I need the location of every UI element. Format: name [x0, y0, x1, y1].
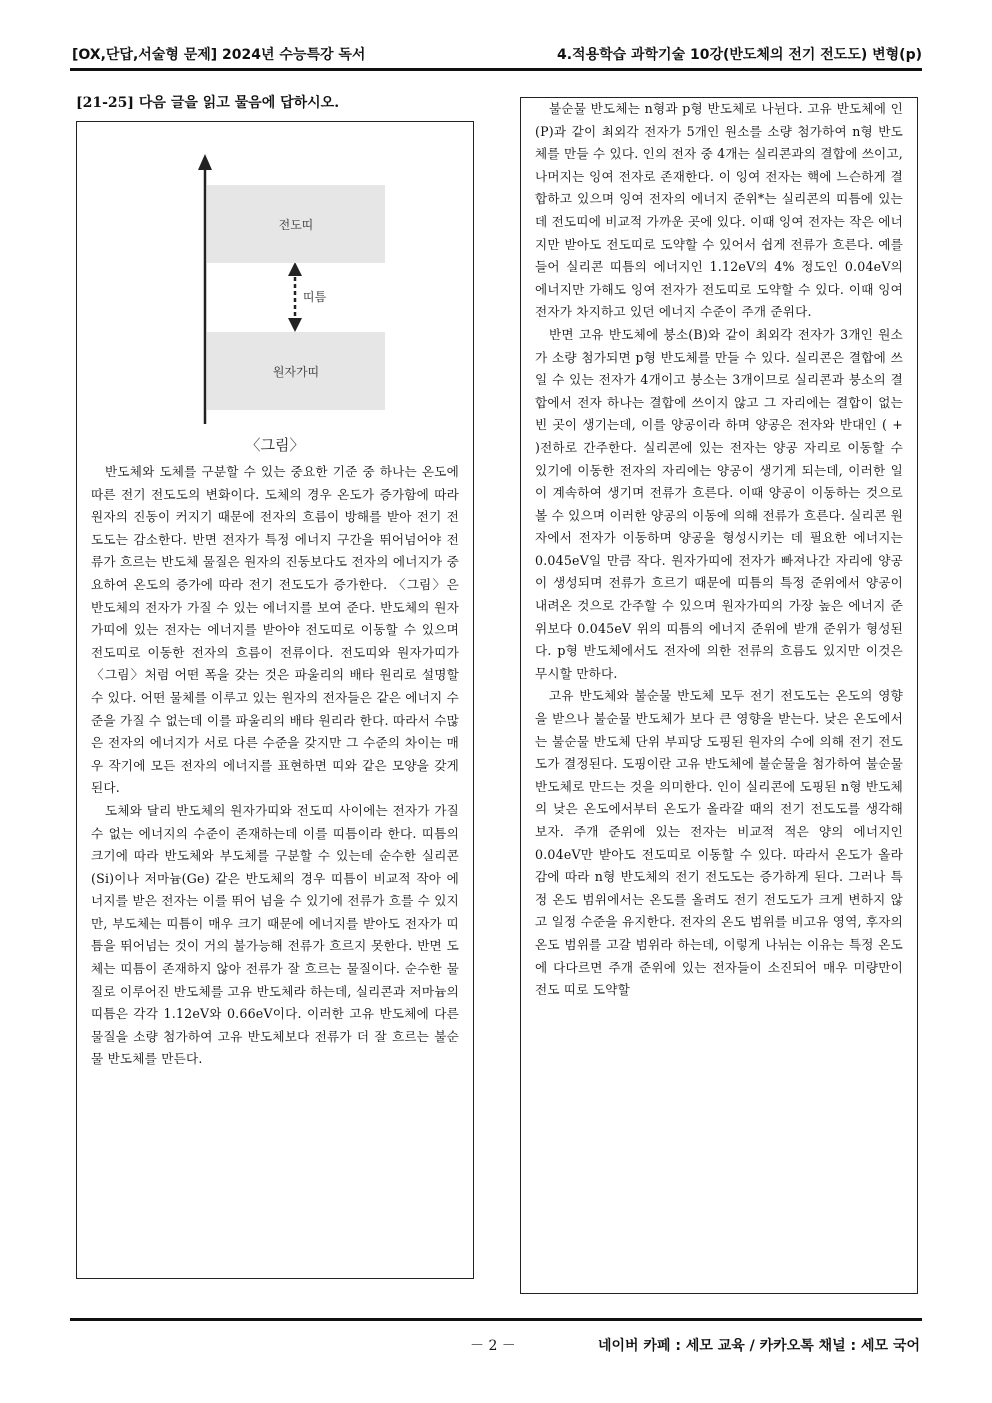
gap-down-arrow: [288, 318, 302, 332]
valence-band-label: 원자가띠: [272, 364, 320, 379]
conduction-band: [207, 185, 385, 263]
header-divider: [70, 68, 922, 71]
valence-band: [207, 332, 385, 410]
header-chapter: 4.적용학습 과학기술 10강(반도체의 전기 전도도) 변형(p): [556, 47, 922, 63]
gap-up-arrow: [288, 262, 302, 276]
footer-contact: 네이버 카페 : 세모 교육 / 카카오톡 채널 : 세모 국어: [597, 1338, 920, 1354]
question-instruction: [21-25] 다음 글을 읽고 물음에 답하시오.: [76, 95, 340, 111]
paragraph: 고유 반도체와 불순물 반도체 모두 전기 전도도는 온도의 영향을 받으나 불순물 반도체가 보다 큰 영향을 받는다. 낮은 온도에서는 불순물 반도체 단위 부피당 도핑된 원자의 수에 의해 전기 전도도가 결정된다. 도핑이란 고유 반도체에 불순물을 첨가하여 불순물 반도체로 만드는 것을 의미한다. 인이 실리콘에 도핑된 n형 반도체의 낮은 온도에서부터 온도가 올라갈 때의 전기 전도도를 생각해 보자. 주개 준위에 있는 전자는 비교적 적은 양의 에너지인 0.04eV만 받아도 전도띠로 이동할 수 있다. 따라서 온도가 올라감에 따라 n형 반도체의 전기 전도도는 증가하게 된다. 그러나 특정 온도 범위에서는 온도를 올려도 전기 전도도가 크게 변하지 않고 일정 수준을 유지한다. 전자의 온도 범위를 비고유 영역, 후자의 온도 범위를 고갈 범위라 하는데, 이렇게 나뉘는 이유는 특정 온도에 다다르면 주개 준위에 있는 전자들이 소진되어 매우 미량만이 전도 띠로 도약할: [535, 688, 903, 998]
paragraph: 반도체와 도체를 구분할 수 있는 중요한 기준 중 하나는 온도에 따른 전기 전도도의 변화이다. 도체의 경우 온도가 증가함에 따라 원자의 진동이 커지기 때문에 전자의 흐름이 방해를 받아 전기 전도도는 감소한다. 반면 전자가 특정 에너지 구간을 뛰어넘어야 전류가 흐르는 반도체 물질은 원자의 진동보다도 전자의 에너지가 중요하여 온도의 증가에 따라 전기 전도도가 증가한다. 〈그림〉은 반도체의 전자가 가질 수 있는 에너지를 보여 준다. 반도체의 원자가띠에 있는 전자는 에너지를 받아야 전도띠로 이동할 수 있으며 전도띠로 이동한 전자의 흐름이 전류이다. 전도띠와 원자가띠가 〈그림〉처럼 어떤 폭을 갖는 것은 파울리의 배타 원리로 설명할 수 있다. 어떤 물체를 이루고 있는 원자의 전자들은 같은 에너지 수준을 가질 수 없는데 이를 파울리의 배타 원리라 한다. 따라서 수많은 전자의 에너지가 서로 다른 수준을 갖지만 그 수준의 차이는 매우 작기에 모든 전자의 에너지를 표현하면 띠와 같은 모양을 갖게 된다.: [91, 464, 459, 796]
paragraph: 불순물 반도체는 n형과 p형 반도체로 나뉜다. 고유 반도체에 인(P)과 같이 최외각 전자가 5개인 원소를 소량 첨가하여 n형 반도체를 만들 수 있다. 인의 전자 중 4개는 실리콘과의 결합에 쓰이고, 나머지는 잉여 전자로 존재한다. 이 잉여 전자는 핵에 느슨하게 결합하고 있으며 잉여 전자의 에너지 준위*는 실리콘의 띠틈에 있는데 전도띠에 비교적 가까운 곳에 있다. 이때 잉여 전자는 작은 에너지만 받아도 전도띠로 도약할 수 있어서 쉽게 전류가 흐른다. 예를 들어 실리콘 띠틈의 에너지인 1.12eV의 4% 정도인 0.04eV의 에너지만 가해도 잉여 전자가 전도띠로 도약할 수 있다. 이때 잉여 전자가 차지하고 있던 에너지 수준이 주개 준위다.: [535, 101, 903, 320]
page-number: － 2 －: [470, 1338, 516, 1354]
band-diagram: [77, 122, 473, 462]
footer-divider: [70, 1318, 922, 1321]
passage-right-column: [520, 97, 918, 1294]
left-body-text: [91, 461, 459, 1071]
figure-caption: 〈그림〉: [245, 436, 305, 454]
paragraph: 도체와 달리 반도체의 원자가띠와 전도띠 사이에는 전자가 가질 수 없는 에너지의 수준이 존재하는데 이를 띠틈이라 한다. 띠틈의 크기에 따라 반도체와 부도체를 구분할 수 있는데 순수한 실리콘(Si)이나 저마늄(Ge) 같은 반도체의 경우 띠틈이 비교적 작아 에너지를 받은 전자는 이를 뛰어 넘을 수 있기에 전류가 흐를 수 있지만, 부도체는 띠틈이 매우 크기 때문에 에너지를 받아도 전자가 띠틈을 뛰어넘는 것이 거의 불가능해 전류가 흐르지 못한다. 반면 도체는 띠틈이 존재하지 않아 전류가 잘 흐르는 물질이다. 순수한 물질로 이루어진 반도체를 고유 반도체라 하는데, 실리콘과 저마늄의 띠틈은 각각 1.12eV와 0.66eV이다. 이러한 고유 반도체에 다른 물질을 소량 첨가하여 고유 반도체보다 전류가 더 잘 흐르는 불순물 반도체를 만든다.: [91, 802, 459, 1067]
passage-left-column: [76, 121, 474, 1279]
conduction-band-label: 전도띠: [278, 217, 314, 232]
paragraph: 반면 고유 반도체에 붕소(B)와 같이 최외각 전자가 3개인 원소가 소량 첨가되면 p형 반도체를 만들 수 있다. 실리콘은 결합에 쓰일 수 있는 전자가 4개이고 붕소는 3개이므로 실리콘과 붕소의 결합에서 전자 하나는 결합에 쓰이지 않고 그 자리에는 결합이 없는 빈 곳이 생기는데, 이를 양공이라 하며 양공은 전자와 반대인 ( + )전하로 간주한다. 실리콘에 있는 전자는 양공 자리로 이동할 수 있기에 이동한 전자의 자리에는 양공이 생기게 되는데, 이러한 일이 계속하여 생기며 전류가 흐른다. 이때 양공이 이동하는 것으로 볼 수 있으며 이러한 양공의 이동에 의해 전류가 흐른다. 실리콘 원자에서 전자가 이동하며 양공을 형성시키는 데 필요한 에너지는 0.045eV일 만큼 작다. 원자가띠에 전자가 빠져나간 자리에 양공이 생성되며 전류가 흐르기 때문에 띠틈의 특정 준위에서 양공이 내려온 것으로 간주할 수 있으며 원자가띠의 가장 높은 에너지 준위보다 0.045eV 위의 띠틈의 에너지 준위에 받개 준위가 형성된다. p형 반도체에서도 전자에 의한 전류의 흐름도 있지만 이것은 무시할 만하다.: [535, 326, 903, 681]
header-title: [OX,단답,서술형 문제] 2024년 수능특강 독서: [72, 47, 366, 63]
band-gap-label: 띠틈: [303, 290, 327, 304]
right-body-text: [535, 98, 903, 1002]
